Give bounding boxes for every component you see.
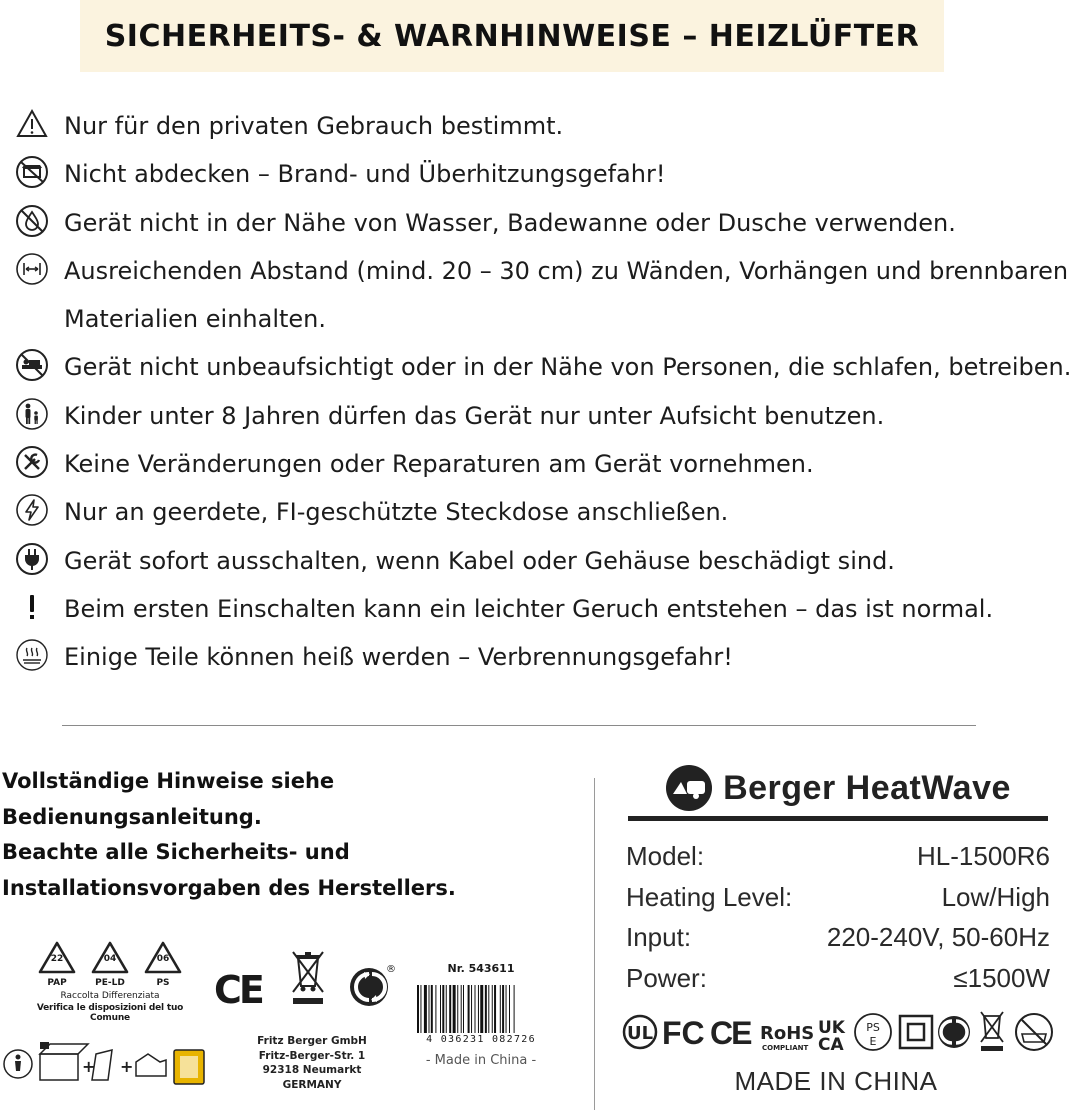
ul-mark-icon xyxy=(624,1016,656,1048)
spec-row: Power: ≤1500W xyxy=(626,962,1050,993)
column-divider xyxy=(594,778,595,1110)
barcode-block xyxy=(410,962,552,1068)
green-dot-icon xyxy=(348,966,390,1008)
hot-surface-icon xyxy=(14,637,50,673)
article-number: Nr. 543611 xyxy=(447,962,515,975)
warning-item: Gerät nicht unbeaufsichtigt oder in der Nähe von Personen, die schlafen, betreiben. xyxy=(14,343,1080,391)
recycling-triangle-icon: 06 PS xyxy=(142,940,184,988)
ukca-top: UK xyxy=(818,1018,845,1038)
child-supervision-icon xyxy=(14,396,50,432)
warning-item: Beim ersten Einschalten kann ein leichter Geruch entstehen – das ist normal. xyxy=(14,585,1080,633)
recycling-info: 22 PAP 04 PE-LD 06 PS Raccolta Differenziata Verifica le disposizioni del tuo Comune xyxy=(22,940,198,1023)
made-in-china: MADE IN CHINA xyxy=(734,1066,938,1096)
svg-text:+: + xyxy=(120,1057,134,1076)
barcode-icon xyxy=(415,985,547,1033)
weee-bin-icon xyxy=(288,948,328,1006)
compliance-marks: CE ® xyxy=(214,948,399,1008)
green-dot-icon xyxy=(938,1016,970,1048)
rohs-compliant: COMPLIANT xyxy=(762,1044,809,1052)
ul-mark-text: UL xyxy=(626,1023,654,1044)
class-ii-icon xyxy=(900,1016,932,1048)
certification-marks xyxy=(620,1008,1060,1054)
no-repair-icon xyxy=(14,444,50,480)
manufacturer-address: Fritz Berger GmbH Fritz-Berger-Str. 1 92318 Neumarkt GERMANY xyxy=(257,1035,367,1091)
barcode-digits: 4 036231 082726 xyxy=(426,1034,536,1045)
brand-name: Berger HeatWave xyxy=(723,768,1011,807)
pse-mark-icon xyxy=(855,1014,891,1050)
warning-item: Gerät nicht in der Nähe von Wasser, Badewanne oder Dusche verwenden. xyxy=(14,199,1080,247)
recycling-triangle-icon: 22 PAP xyxy=(36,940,78,988)
no-water-icon xyxy=(14,203,50,239)
warning-item: Gerät sofort ausschalten, wenn Kabel oder Gehäuse beschädigt sind. xyxy=(14,537,1080,585)
ukca-bottom: CA xyxy=(818,1035,844,1054)
spec-row: Input: 220-240V, 50-60Hz xyxy=(626,922,1050,952)
warning-item: Nur an geerdete, FI-geschützte Steckdose anschließen. xyxy=(14,488,1080,536)
brand-header xyxy=(628,760,1048,816)
exclamation-icon xyxy=(14,589,50,625)
electric-icon xyxy=(14,492,50,528)
warning-item: Nicht abdecken – Brand- und Überhitzungsgefahr! xyxy=(14,150,1080,198)
fc-mark: FC xyxy=(662,1015,705,1051)
distance-icon xyxy=(14,251,50,287)
pse-top: PS xyxy=(866,1021,880,1034)
recycling-triangle-icon: 04 PE-LD xyxy=(89,940,131,988)
warning-triangle-icon xyxy=(14,106,50,142)
title-banner xyxy=(80,0,944,72)
warning-item: Einige Teile können heiß werden – Verbrennungsgefahr! xyxy=(14,633,1080,681)
warning-item: Nur für den privaten Gebrauch bestimmt. xyxy=(14,102,1080,150)
manual-notice: Vollständige Hinweise siehe Bedienungsanleitung. Beachte alle Sicherheits- und Installationsvorgaben des Herstellers. xyxy=(2,769,456,900)
sorting-pictogram-icon xyxy=(2,1040,212,1090)
warning-list xyxy=(14,102,1080,682)
page-title: SICHERHEITS- & WARNHINWEISE – HEIZLÜFTER xyxy=(104,18,920,54)
warning-item: Kinder unter 8 Jahren dürfen das Gerät nur unter Aufsicht benutzen. xyxy=(14,392,1080,440)
do-not-cover-icon xyxy=(14,154,50,190)
brand-underline xyxy=(628,816,1048,821)
warning-item: Ausreichenden Abstand (mind. 20 – 30 cm) zu Wänden, Vorhängen und brennbaren Materialien einhalten. xyxy=(14,247,1080,344)
rohs-mark: RoHS xyxy=(760,1023,815,1044)
brand-logo-icon xyxy=(665,764,713,812)
pse-bottom: E xyxy=(869,1035,877,1048)
made-in-china-small: - Made in China - xyxy=(425,1053,537,1068)
ce-mark-large: CE xyxy=(710,1015,751,1051)
warning-item: Keine Veränderungen oder Reparaturen am Gerät vornehmen. xyxy=(14,440,1080,488)
spec-row: Heating Level: Low/High xyxy=(626,881,1050,912)
no-sleep-icon xyxy=(14,347,50,383)
spec-table xyxy=(626,836,1050,998)
plug-icon xyxy=(14,541,50,577)
svg-text:+: + xyxy=(82,1057,96,1076)
spec-row: Model: HL-1500R6 xyxy=(626,841,1050,871)
weee-bin-icon xyxy=(981,1012,1003,1051)
ce-mark: CE xyxy=(214,968,262,1012)
section-divider xyxy=(62,725,976,726)
no-bathroom-icon xyxy=(1016,1014,1052,1050)
